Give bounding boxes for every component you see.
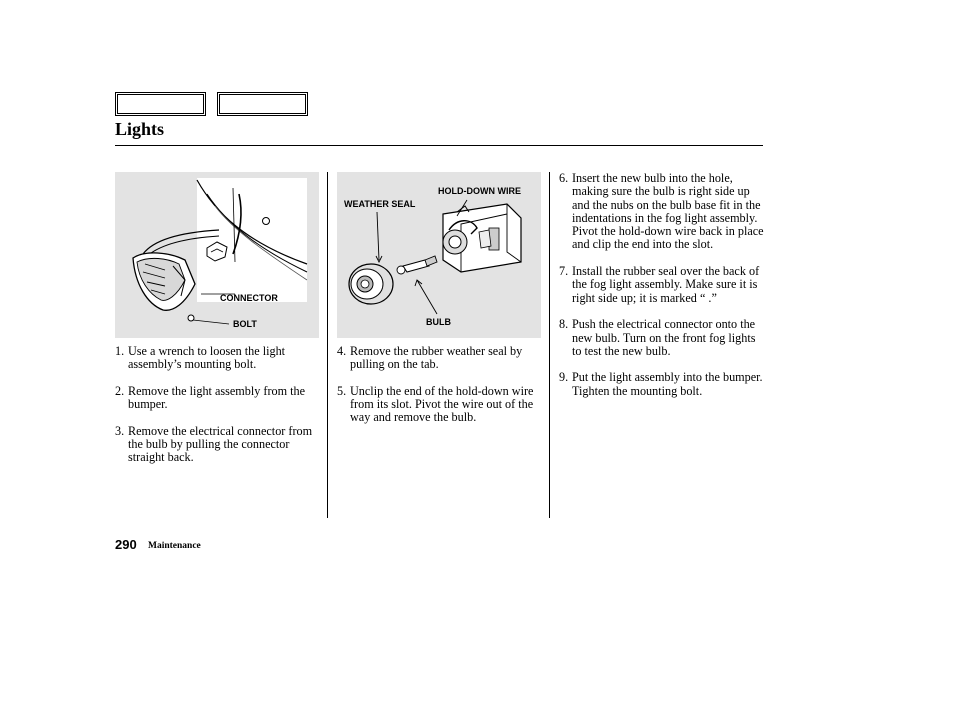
step-text: Remove the electrical connector from the bulb by pulling the connector straight back. — [128, 423, 313, 465]
step-9 — [559, 371, 765, 398]
bulb-replacement-figure — [337, 172, 541, 338]
column-divider-2 — [549, 172, 550, 518]
step-number: 7. — [559, 264, 569, 279]
connector-callout: CONNECTOR — [220, 293, 278, 303]
page-number: 290 — [115, 537, 137, 552]
step-text: Put the light assembly into the bumper. Tighten the mounting bolt. — [572, 370, 763, 398]
step-number: 8. — [559, 317, 569, 332]
step-number: 4. — [337, 344, 347, 358]
step-text: Push the electrical connector onto the new bulb. Turn on the front fog lights to test the new bulb. — [572, 317, 756, 358]
step-text: Insert the new bulb into the hole, making sure the bulb is right side up and the nubs on the bulb base fit in the indentations in the fog light assembly. Pivot the hold-down wire back in place and clip the end into the slot. — [572, 171, 764, 252]
step-text: Unclip the end of the hold-down wire from its slot. Pivot the wire out of the way and remove the bulb. — [350, 383, 534, 425]
step-text: Remove the light assembly from the bumper. — [128, 383, 306, 412]
step-text: Use a wrench to loosen the light assembly’s mounting bolt. — [128, 344, 286, 372]
section-name: Maintenance — [148, 541, 201, 551]
fog-light-removal-illustration — [115, 172, 319, 338]
hold-down-wire-callout: HOLD-DOWN WIRE — [438, 186, 521, 196]
step-6 — [559, 172, 765, 252]
step-number: 6. — [559, 171, 569, 185]
bulb-callout: BULB — [426, 317, 451, 327]
step-number: 1. — [115, 344, 125, 358]
bolt-callout: BOLT — [233, 319, 257, 329]
fog-light-removal-figure — [115, 172, 319, 338]
step-number: 5. — [337, 383, 347, 398]
step-8 — [559, 318, 765, 358]
title-rule — [115, 145, 763, 146]
step-2 — [115, 385, 313, 412]
weather-seal-callout: WEATHER SEAL — [344, 199, 416, 209]
page-title: Lights — [115, 119, 165, 139]
step-number: 2. — [115, 383, 125, 398]
bulb-replacement-illustration — [337, 172, 541, 338]
steps-column-1 — [115, 345, 313, 478]
step-number: 9. — [559, 370, 569, 385]
step-1 — [115, 345, 313, 372]
nav-button-1[interactable] — [115, 92, 206, 116]
steps-column-3 — [559, 172, 765, 411]
steps-column-2 — [337, 345, 537, 438]
step-5 — [337, 385, 537, 425]
step-3 — [115, 425, 313, 465]
step-text: Install the rubber seal over the back of the fog light assembly. Make sure it is right side up; it is marked “ .” — [572, 264, 760, 305]
column-divider-1 — [327, 172, 328, 518]
step-text: Remove the rubber weather seal by pulling on the tab. — [350, 344, 523, 372]
step-4 — [337, 345, 537, 372]
step-7 — [559, 265, 765, 305]
step-number: 3. — [115, 423, 125, 438]
nav-button-2[interactable] — [217, 92, 308, 116]
